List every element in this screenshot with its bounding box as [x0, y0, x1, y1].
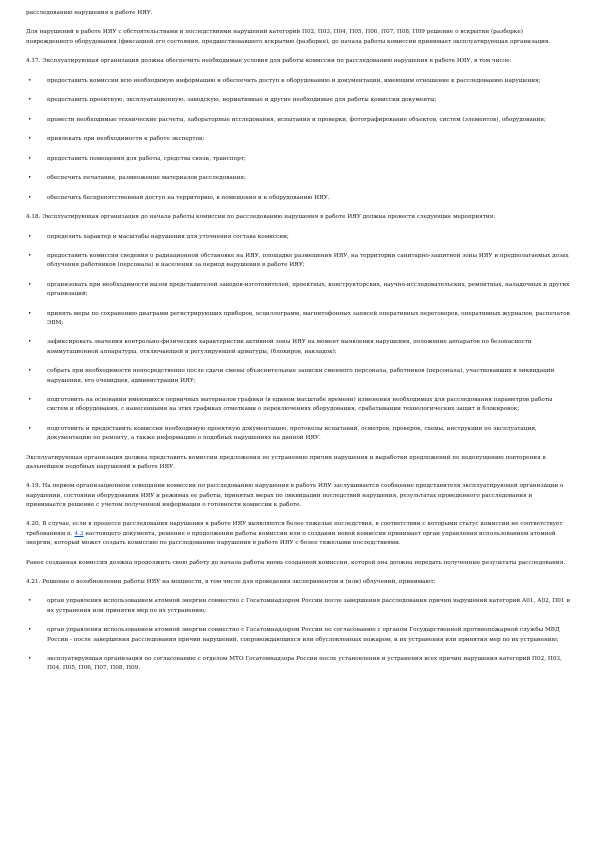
list-item: • орган управления использованием атомной энергии совместно с Госатомнадзором России после завершения расследования причин нарушений категорий А01, А02, П01 и их устранения или принятия мер по их устранению;: [26, 597, 571, 616]
list-item: • зафиксировать значения контрольно-физических характеристик активной зоны ИЯУ на момент выявления нарушения, положение аппаратов по безопасности коммутационной аппаратуры, отключающей и регулирующей арматуры, (блокиров, накладок);: [26, 338, 571, 357]
list-item: • подготовить на основании имеющихся первичных материалов графики (в едином масштабе времени) изменения необходимых для расследования параметров работы систем и оборудования, с нанесенными на этих графиках отметками о переключениях оборудования, срабатывании технологических защит и блокировок;: [26, 396, 571, 415]
paragraph: Эксплуатирующая организация должна представить комиссии предложения по устранению причин нарушения и выработки предложений по недопущению повторения в дальнейшем подобных нарушений в работе ИЯУ.: [26, 454, 546, 470]
clause-reference-link[interactable]: 4.3: [74, 530, 84, 537]
section-4-19-paragraph: 4.19. На первом организационном совещании комиссии по расследованию нарушения в работе ИЯУ заслушивается сообщение представителя эксплуатирующей организации о нарушении, состоянии оборудования ИЯУ и режимах ее работы, принятых мерах по ликвидации последствий нарушения, результатах проведенного расследования и принимается решение с учетом полученной информации о готовности комиссии к работе.: [26, 483, 564, 508]
document-page: [26, 9, 571, 684]
list-item: • провести необходимые технические расчеты, лабораторные исследования, испытания и проверки, фотографирование объектов, систем (элементов), оборудования;: [26, 116, 571, 125]
list-item: • эксплуатирующая организация по согласованию с отделом МТО Госатомнадзора России после установления и устранения всех причин нарушения категорий П02, П03, П04, П05, П06, П07, П08, П09.: [26, 655, 571, 674]
section-4-20-paragraph: [26, 520, 571, 548]
list-item: • организовать при необходимости вызов представителей заводов-изготовителей, проектных, конструкторских, научно-исследовательских, ремонтных, наладочных и других организаций;: [26, 281, 571, 300]
list-item: • орган управления использованием атомной энергии совместно с Госатомнадзором России по согласованию с органом Государственной противопожарной службы МВД России - после завершения расследования причин нарушений, сопровождающихся или обусловленных пожаром, и их устранения или принятия мер по их устранению;: [26, 626, 571, 645]
list-item: • предоставить помещения для работы, средства связи, транспорт;: [26, 155, 571, 164]
list-item: • привлекать при необходимости к работе экспертов;: [26, 135, 571, 144]
list-item: • подготовить и предоставить комиссии необходимую проектную документацию, протоколы испытаний, осмотров, проверок, схемы, инструкции по эксплуатации, документацию по ремонту, а также информацию о подобных нарушениях на данной ИЯУ.: [26, 425, 571, 444]
paragraph-text: 4.20. В случае, если в процессе расследования нарушения в работе ИЯУ выявляются более тяжелые последствия, в соответствии с которыми статус комиссии не соответствует требованиям п.: [26, 521, 563, 537]
list-item: • определить характер и масштабы нарушения для уточнения состава комиссии;: [26, 233, 571, 242]
list-item: • обеспечить беспрепятственный доступ на территорию, в помещения и к оборудованию ИЯУ.: [26, 194, 571, 203]
paragraph: Для нарушений в работе ИЯУ с обстоятельствами и последствиями нарушений категорий П02, П03, П04, П05, П06, П07, П08, П09 решение о вскрытии (разборке) поврежденного оборудования (фиксацией его состояния, предшествовавшего вскрытию (разборке), до начала работы комиссии принимает эксплуатирующая организация.: [26, 29, 551, 45]
list-item: • предоставить проектную, эксплуатационную, заводскую, нормативные и другие необходимые для работы комиссии документы;: [26, 96, 571, 105]
section-4-18-paragraph: 4.18. Эксплуатирующая организация до начала работы комиссии по расследованию нарушения в работе ИЯУ должна провести следующие мероприятия:: [26, 214, 496, 221]
paragraph: Ранее созданная комиссия должна продолжить свою работу до начала работы вновь созданной комиссии, которой она должна передать полученные результаты расследования.: [26, 559, 566, 566]
list-item: • предоставить комиссии всю необходимую информацию и обеспечить доступ к оборудованию и документации, имеющим отношение к расследованию нарушения;: [26, 77, 571, 86]
section-4-17-paragraph: 4.17. Эксплуатирующая организация должна обеспечить необходимые условия для работы комиссии по расследованию нарушения в работе ИЯУ, в том числе:: [26, 58, 512, 65]
list-item: • принять меры по сохранению диаграмм регистрирующих приборов, осциллограмм, магнитофонных записей оперативных переговоров, оперативных журналов, распечаток ЭВМ;: [26, 310, 571, 329]
list-item: • обеспечить печатание, размножение материалов расследования;: [26, 174, 571, 183]
list-item: • предоставить комиссии сведения о радиационной обстановке на ИЯУ, площадке размещения ИЯУ, на территории санитарно-защитной зоны ИЯУ и предполагаемых дозах облучения работников (персонала) и населения за период нарушения в работе ИЯУ;: [26, 252, 571, 271]
paragraph: расследованию нарушения в работе ИЯУ.: [26, 10, 153, 16]
section-4-21-paragraph: 4.21. Решение о возобновлении работы ИЯУ на мощности, в том числе для проведения экспериментов и (или) облучений, принимают:: [26, 579, 436, 585]
paragraph-text: настоящего документа, решение о продолжении работы комиссии или о создании новой комиссии принимает орган управления использованием атомной энергии, который может создать комиссию по расследованию нарушения в работе ИЯУ с более тяжелыми последствиями.: [26, 530, 556, 547]
list-item: • собрать при необходимости непосредственно после сдачи смены объяснительные записки сменного персонала, работников (персонала), участвовавших в ликвидации нарушения, его очевидцев, администрации ИЯУ;: [26, 367, 571, 386]
